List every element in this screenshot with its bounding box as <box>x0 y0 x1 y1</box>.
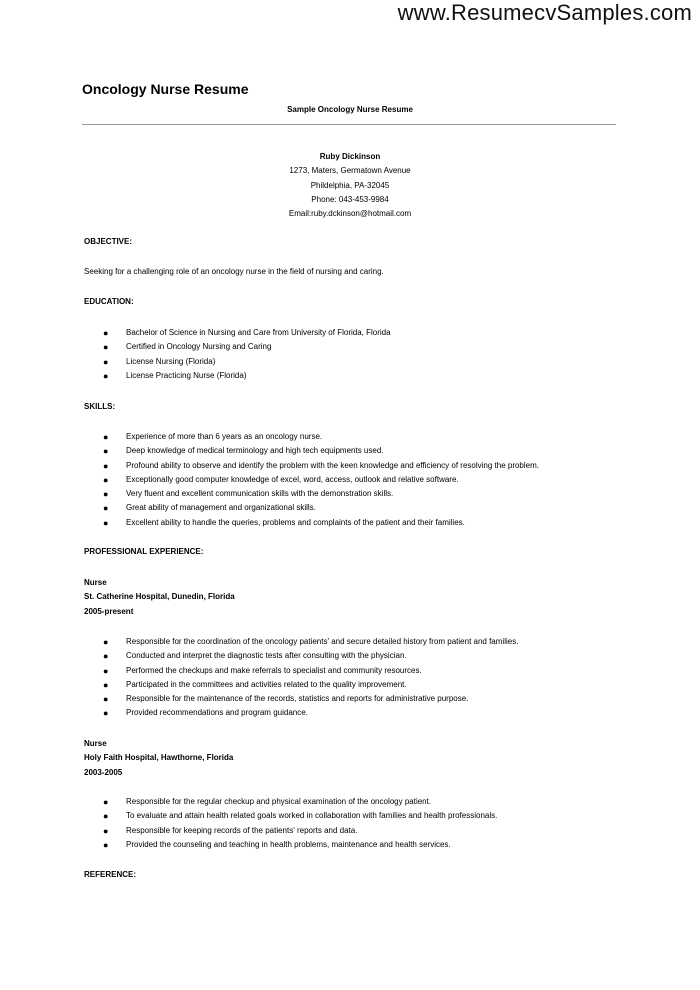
bullet-icon: ● <box>103 460 109 471</box>
bullet-icon: ● <box>103 370 109 381</box>
bullet-icon: ● <box>103 432 109 442</box>
list-item <box>84 473 539 487</box>
list-item-text: Profound ability to observe and identify the problem with the keen knowledge and efficiency of resolving the problem. <box>126 460 539 470</box>
list-item-text: Deep knowledge of medical terminology and high tech equipments used. <box>126 446 384 456</box>
contact-block <box>0 150 700 221</box>
list-item <box>84 809 497 823</box>
bullet-icon: ● <box>103 797 109 807</box>
bullet-icon: ● <box>103 328 109 338</box>
reference-heading: REFERENCE: <box>84 870 137 879</box>
experience-heading: PROFESSIONAL EXPERIENCE: <box>84 547 204 556</box>
list-item-text: Responsible for the regular checkup and physical examination of the oncology patient. <box>126 797 432 806</box>
education-heading: EDUCATION: <box>84 297 134 306</box>
list-item <box>84 649 518 663</box>
contact-email: Email:ruby.dckinson@hotmail.com <box>288 209 412 219</box>
job-role: Nurse <box>84 739 107 748</box>
list-item-text: Excellent ability to handle the queries, problems and complaints of the patient and their families. <box>126 517 465 527</box>
list-item <box>84 459 539 473</box>
job-header-2 <box>84 737 233 780</box>
bullet-icon: ● <box>103 665 109 676</box>
list-item <box>84 430 539 444</box>
list-item <box>84 369 391 383</box>
contact-phone: Phone: 043-453-9984 <box>311 194 389 204</box>
list-item <box>84 706 518 720</box>
bullet-icon: ● <box>103 517 109 528</box>
list-item <box>84 516 539 530</box>
list-item <box>84 501 539 515</box>
header-divider <box>82 124 616 125</box>
list-item-text: Provided the counseling and teaching in health problems, maintenance and health services. <box>126 839 451 849</box>
list-item <box>84 795 497 809</box>
bullet-icon: ● <box>103 708 109 719</box>
bullet-icon: ● <box>103 825 109 836</box>
site-watermark-url: www.ResumecvSamples.com <box>397 0 692 25</box>
list-item-text: Conducted and interpret the diagnostic tests after consulting with the physician. <box>126 651 407 661</box>
list-item <box>84 340 391 354</box>
list-item-text: Participated in the committees and activities related to the quality improvement. <box>126 679 407 689</box>
list-item <box>84 487 539 501</box>
objective-heading: OBJECTIVE: <box>84 237 133 246</box>
list-item-text: Responsible for keeping records of the patients' reports and data. <box>126 825 358 835</box>
job-header-1 <box>84 576 235 619</box>
list-item-text: Exceptionally good computer knowledge of excel, word, access, outlook and relative software. <box>126 474 459 484</box>
bullet-icon: ● <box>103 637 109 647</box>
list-item-text: Performed the checkups and make referrals to specialist and community resources. <box>126 665 422 675</box>
contact-address-line-2: Phildelphia, PA-32045 <box>310 180 390 190</box>
bullet-icon: ● <box>103 694 109 705</box>
bullet-icon: ● <box>103 651 109 662</box>
bullet-icon: ● <box>103 446 109 457</box>
bullet-icon: ● <box>103 356 109 367</box>
bullet-icon: ● <box>103 489 109 500</box>
list-item-text: Very fluent and excellent communication skills with the demonstration skills. <box>126 489 394 499</box>
list-item <box>84 444 539 458</box>
contact-address-line-1: 1273, Maters, Germatown Avenue <box>289 166 411 176</box>
list-item-text: Bachelor of Science in Nursing and Care from University of Florida, Florida <box>126 328 391 337</box>
job-employer: Holy Faith Hospital, Hawthorne, Florida <box>84 753 234 763</box>
list-item <box>84 824 497 838</box>
bullet-icon: ● <box>103 503 109 514</box>
list-item <box>84 692 518 706</box>
objective-text: Seeking for a challenging role of an oncology nurse in the field of nursing and caring. <box>84 267 384 276</box>
bullet-icon: ● <box>103 474 109 485</box>
list-item <box>84 678 518 692</box>
list-item-text: Certified in Oncology Nursing and Caring <box>126 342 272 352</box>
bullet-icon: ● <box>103 342 109 353</box>
list-item-text: Responsible for the maintenance of the records, statistics and reports for administrative purpose. <box>126 694 469 704</box>
bullet-icon: ● <box>103 839 109 850</box>
job-dates: 2003-2005 <box>84 767 123 777</box>
list-item-text: To evaluate and attain health related goals worked in collaboration with families and health professionals. <box>126 811 498 821</box>
document-title: Oncology Nurse Resume <box>82 81 249 97</box>
document-subtitle: Sample Oncology Nurse Resume <box>287 105 413 114</box>
contact-name: Ruby Dickinson <box>319 152 381 161</box>
list-item-text: Great ability of management and organizational skills. <box>126 503 316 513</box>
skills-heading: SKILLS: <box>84 402 116 411</box>
list-item-text: License Nursing (Florida) <box>126 356 216 366</box>
education-list <box>84 326 391 383</box>
job-1-duties-list <box>84 635 518 721</box>
list-item-text: License Practicing Nurse (Florida) <box>126 370 247 380</box>
bullet-icon: ● <box>103 679 109 690</box>
list-item <box>84 838 497 852</box>
bullet-icon: ● <box>103 811 109 822</box>
list-item <box>84 635 518 649</box>
job-dates: 2005-present <box>84 606 134 616</box>
job-2-duties-list <box>84 795 497 852</box>
list-item <box>84 326 391 340</box>
list-item-text: Responsible for the coordination of the oncology patients' and secure detailed history from patient and families. <box>126 637 519 646</box>
list-item-text: Provided recommendations and program guidance. <box>126 708 308 718</box>
list-item-text: Experience of more than 6 years as an oncology nurse. <box>126 432 323 441</box>
list-item <box>84 355 391 369</box>
job-employer: St. Catherine Hospital, Dunedin, Florida <box>84 592 235 602</box>
list-item <box>84 664 518 678</box>
job-role: Nurse <box>84 578 107 587</box>
skills-list <box>84 430 539 530</box>
